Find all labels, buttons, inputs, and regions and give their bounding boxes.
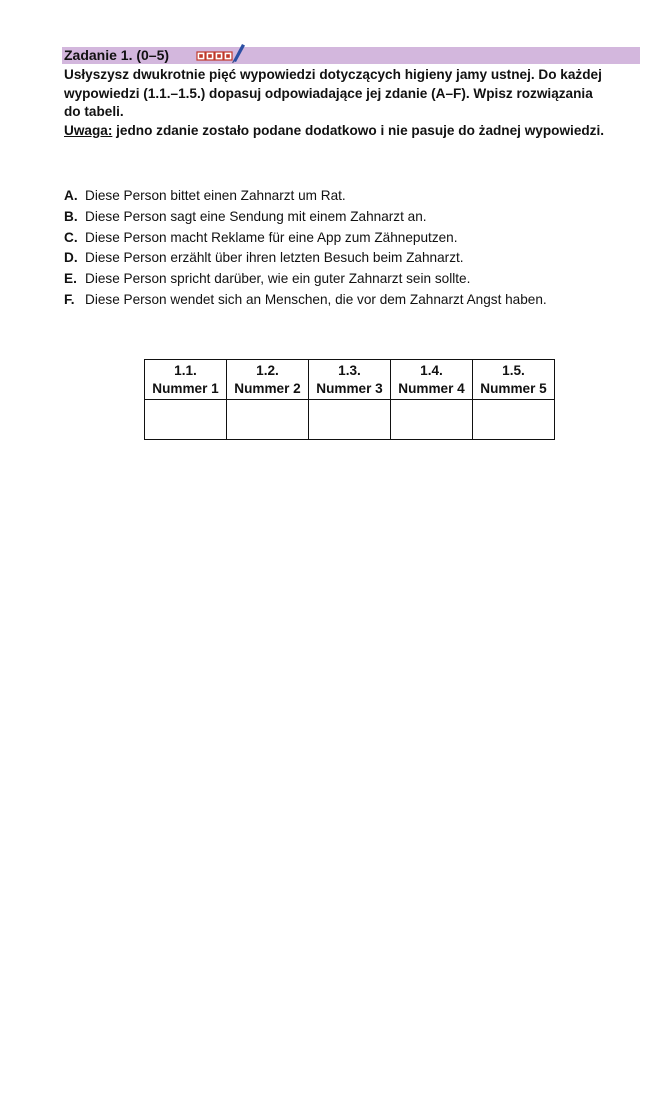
option-item [64,207,644,228]
answer-cell-1-1[interactable] [145,400,227,440]
task-instructions [64,66,634,140]
option-item [64,269,644,290]
column-number: 1.5. [502,362,525,378]
answer-column-header [227,360,309,400]
answer-column-header [145,360,227,400]
option-text: Diese Person wendet sich an Menschen, die vor dem Zahnarzt Angst haben. [85,291,547,307]
option-letter: B. [64,208,78,224]
answer-cell-1-2[interactable] [227,400,309,440]
option-letter: C. [64,229,78,245]
option-letter: F. [64,291,75,307]
audio-recording-icon [196,41,248,63]
column-label: Nummer 1 [152,380,219,396]
option-letter: E. [64,271,77,287]
instruction-line: wypowiedzi (1.1.–1.5.) dopasuj odpowiadające jej zdanie (A–F). Wpisz rozwiązania [64,85,593,101]
option-text: Diese Person sagt eine Sendung mit einem Zahnarzt an. [85,208,427,224]
answer-table-header-row [145,360,555,400]
option-letter: A. [64,188,78,203]
note [64,122,634,141]
column-label: Nummer 2 [234,380,301,396]
option-text: Diese Person macht Reklame für eine App zum Zähneputzen. [85,229,458,245]
answer-column-header [309,360,391,400]
column-label: Nummer 5 [480,380,547,396]
option-item [64,248,644,269]
option-text: Diese Person bittet einen Zahnarzt um Rat. [85,188,346,203]
answer-column-header [391,360,473,400]
option-item [64,290,644,311]
option-item [64,186,644,207]
answer-cell-1-5[interactable] [473,400,555,440]
instruction-line: Usłyszysz dwukrotnie pięć wypowiedzi dotyczących higieny jamy ustnej. Do każdej [64,67,602,82]
recording-blocks-icon [197,52,232,60]
column-label: Nummer 3 [316,380,383,396]
column-number: 1.1. [174,362,197,378]
answer-table [144,359,555,440]
option-text: Diese Person spricht darüber, wie ein guter Zahnarzt sein sollte. [85,271,471,287]
note-text: jedno zdanie zostało podane dodatkowo i nie pasuje do żadnej wypowiedzi. [112,122,605,138]
answer-table-input-row [145,400,555,440]
column-number: 1.3. [338,362,361,378]
task-title: Zadanie 1. (0–5) [64,47,170,63]
option-item [64,228,644,249]
column-number: 1.4. [420,362,443,378]
column-label: Nummer 4 [398,380,465,396]
answer-cell-1-4[interactable] [391,400,473,440]
instruction-line: do tabeli. [64,104,124,119]
answer-column-header [473,360,555,400]
answer-cell-1-3[interactable] [309,400,391,440]
option-list [64,186,644,311]
pen-icon [232,44,245,63]
column-number: 1.2. [256,362,279,378]
option-letter: D. [64,250,78,266]
note-label: Uwaga: [64,122,113,138]
option-text: Diese Person erzählt über ihren letzten Besuch beim Zahnarzt. [85,250,464,266]
